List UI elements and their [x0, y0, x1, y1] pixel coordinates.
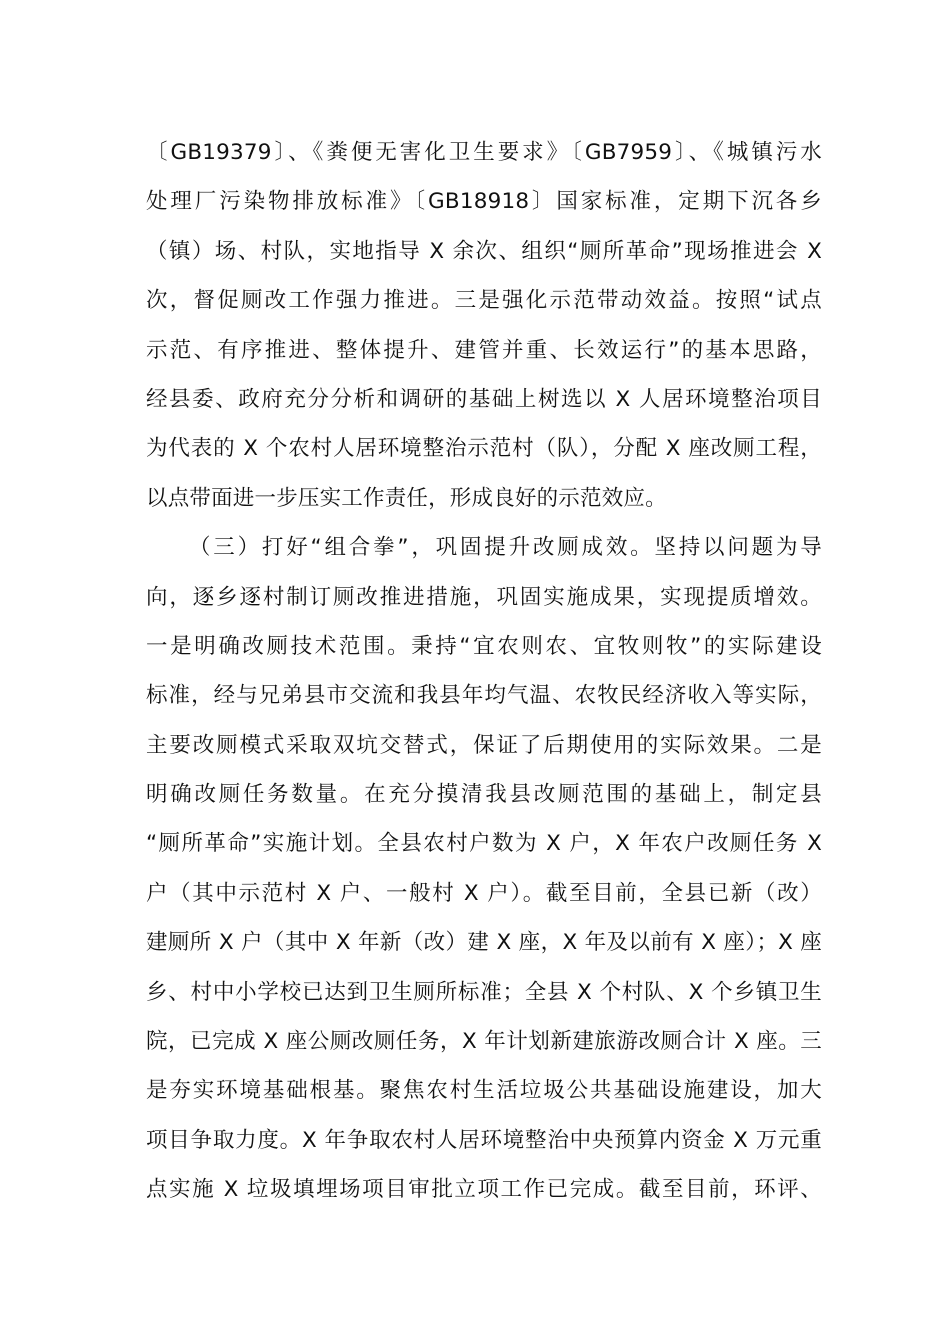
body-text — [146, 128, 822, 1215]
text-line: 示范、有序推进、整体提升、建管并重、长效运行”的基本思路， — [146, 337, 822, 363]
text-line: 户（其中示范村 X 户、一般村 X 户）。截至目前，全县已新（改） — [146, 880, 822, 906]
text-line: 主要改厕模式采取双坑交替式，保证了后期使用的实际效果。二是 — [146, 732, 822, 758]
text-line: 建厕所 X 户（其中 X 年新（改）建 X 座，X 年及以前有 X 座）；X 座 — [146, 930, 822, 956]
text-line: 向，逐乡逐村制订厕改推进措施，巩固实施成果，实现提质增效。 — [146, 584, 822, 610]
text-line: 一是明确改厕技术范围。秉持“宜农则农、宜牧则牧”的实际建设 — [146, 633, 822, 659]
text-line: 是夯实环境基础根基。聚焦农村生活垃圾公共基础设施建设，加大 — [146, 1078, 822, 1104]
text-line: 次，督促厕改工作强力推进。三是强化示范带动效益。按照“试点 — [146, 288, 822, 314]
text-line: 为代表的 X 个农村人居环境整治示范村（队），分配 X 座改厕工程， — [146, 436, 822, 462]
text-line: 标准，经与兄弟县市交流和我县年均气温、农牧民经济收入等实际， — [146, 683, 822, 709]
text-line: 以点带面进一步压实工作责任，形成良好的示范效应。 — [146, 485, 667, 511]
text-line: 项目争取力度。X 年争取农村人居环境整治中央预算内资金 X 万元重 — [146, 1127, 822, 1153]
text-line: （镇）场、村队，实地指导 X 余次、组织“厕所革命”现场推进会 X — [146, 238, 822, 264]
text-line: 〔GB19379〕、《粪便无害化卫生要求》〔GB7959〕、《城镇污水 — [146, 140, 822, 165]
text-line: “厕所革命”实施计划。全县农村户数为 X 户，X 年农户改厕任务 X — [146, 831, 822, 857]
text-line: 点实施 X 垃圾填埋场项目审批立项工作已完成。截至目前，环评、 — [146, 1177, 822, 1203]
text-line: 明确改厕任务数量。在充分摸清我县改厕范围的基础上，制定县 — [146, 782, 822, 808]
text-line: 院，已完成 X 座公厕改厕任务，X 年计划新建旅游改厕合计 X 座。三 — [146, 1029, 822, 1055]
text-line: 乡、村中小学校已达到卫生厕所标准；全县 X 个村队、X 个乡镇卫生 — [146, 979, 822, 1005]
section-heading-line: （三）打好“组合拳”，巩固提升改厕成效。坚持以问题为导 — [189, 535, 822, 561]
text-line: 处理厂污染物排放标准》〔GB18918〕国家标准，定期下沉各乡 — [146, 189, 822, 215]
text-line: 经县委、政府充分分析和调研的基础上树选以 X 人居环境整治项目 — [146, 386, 822, 412]
